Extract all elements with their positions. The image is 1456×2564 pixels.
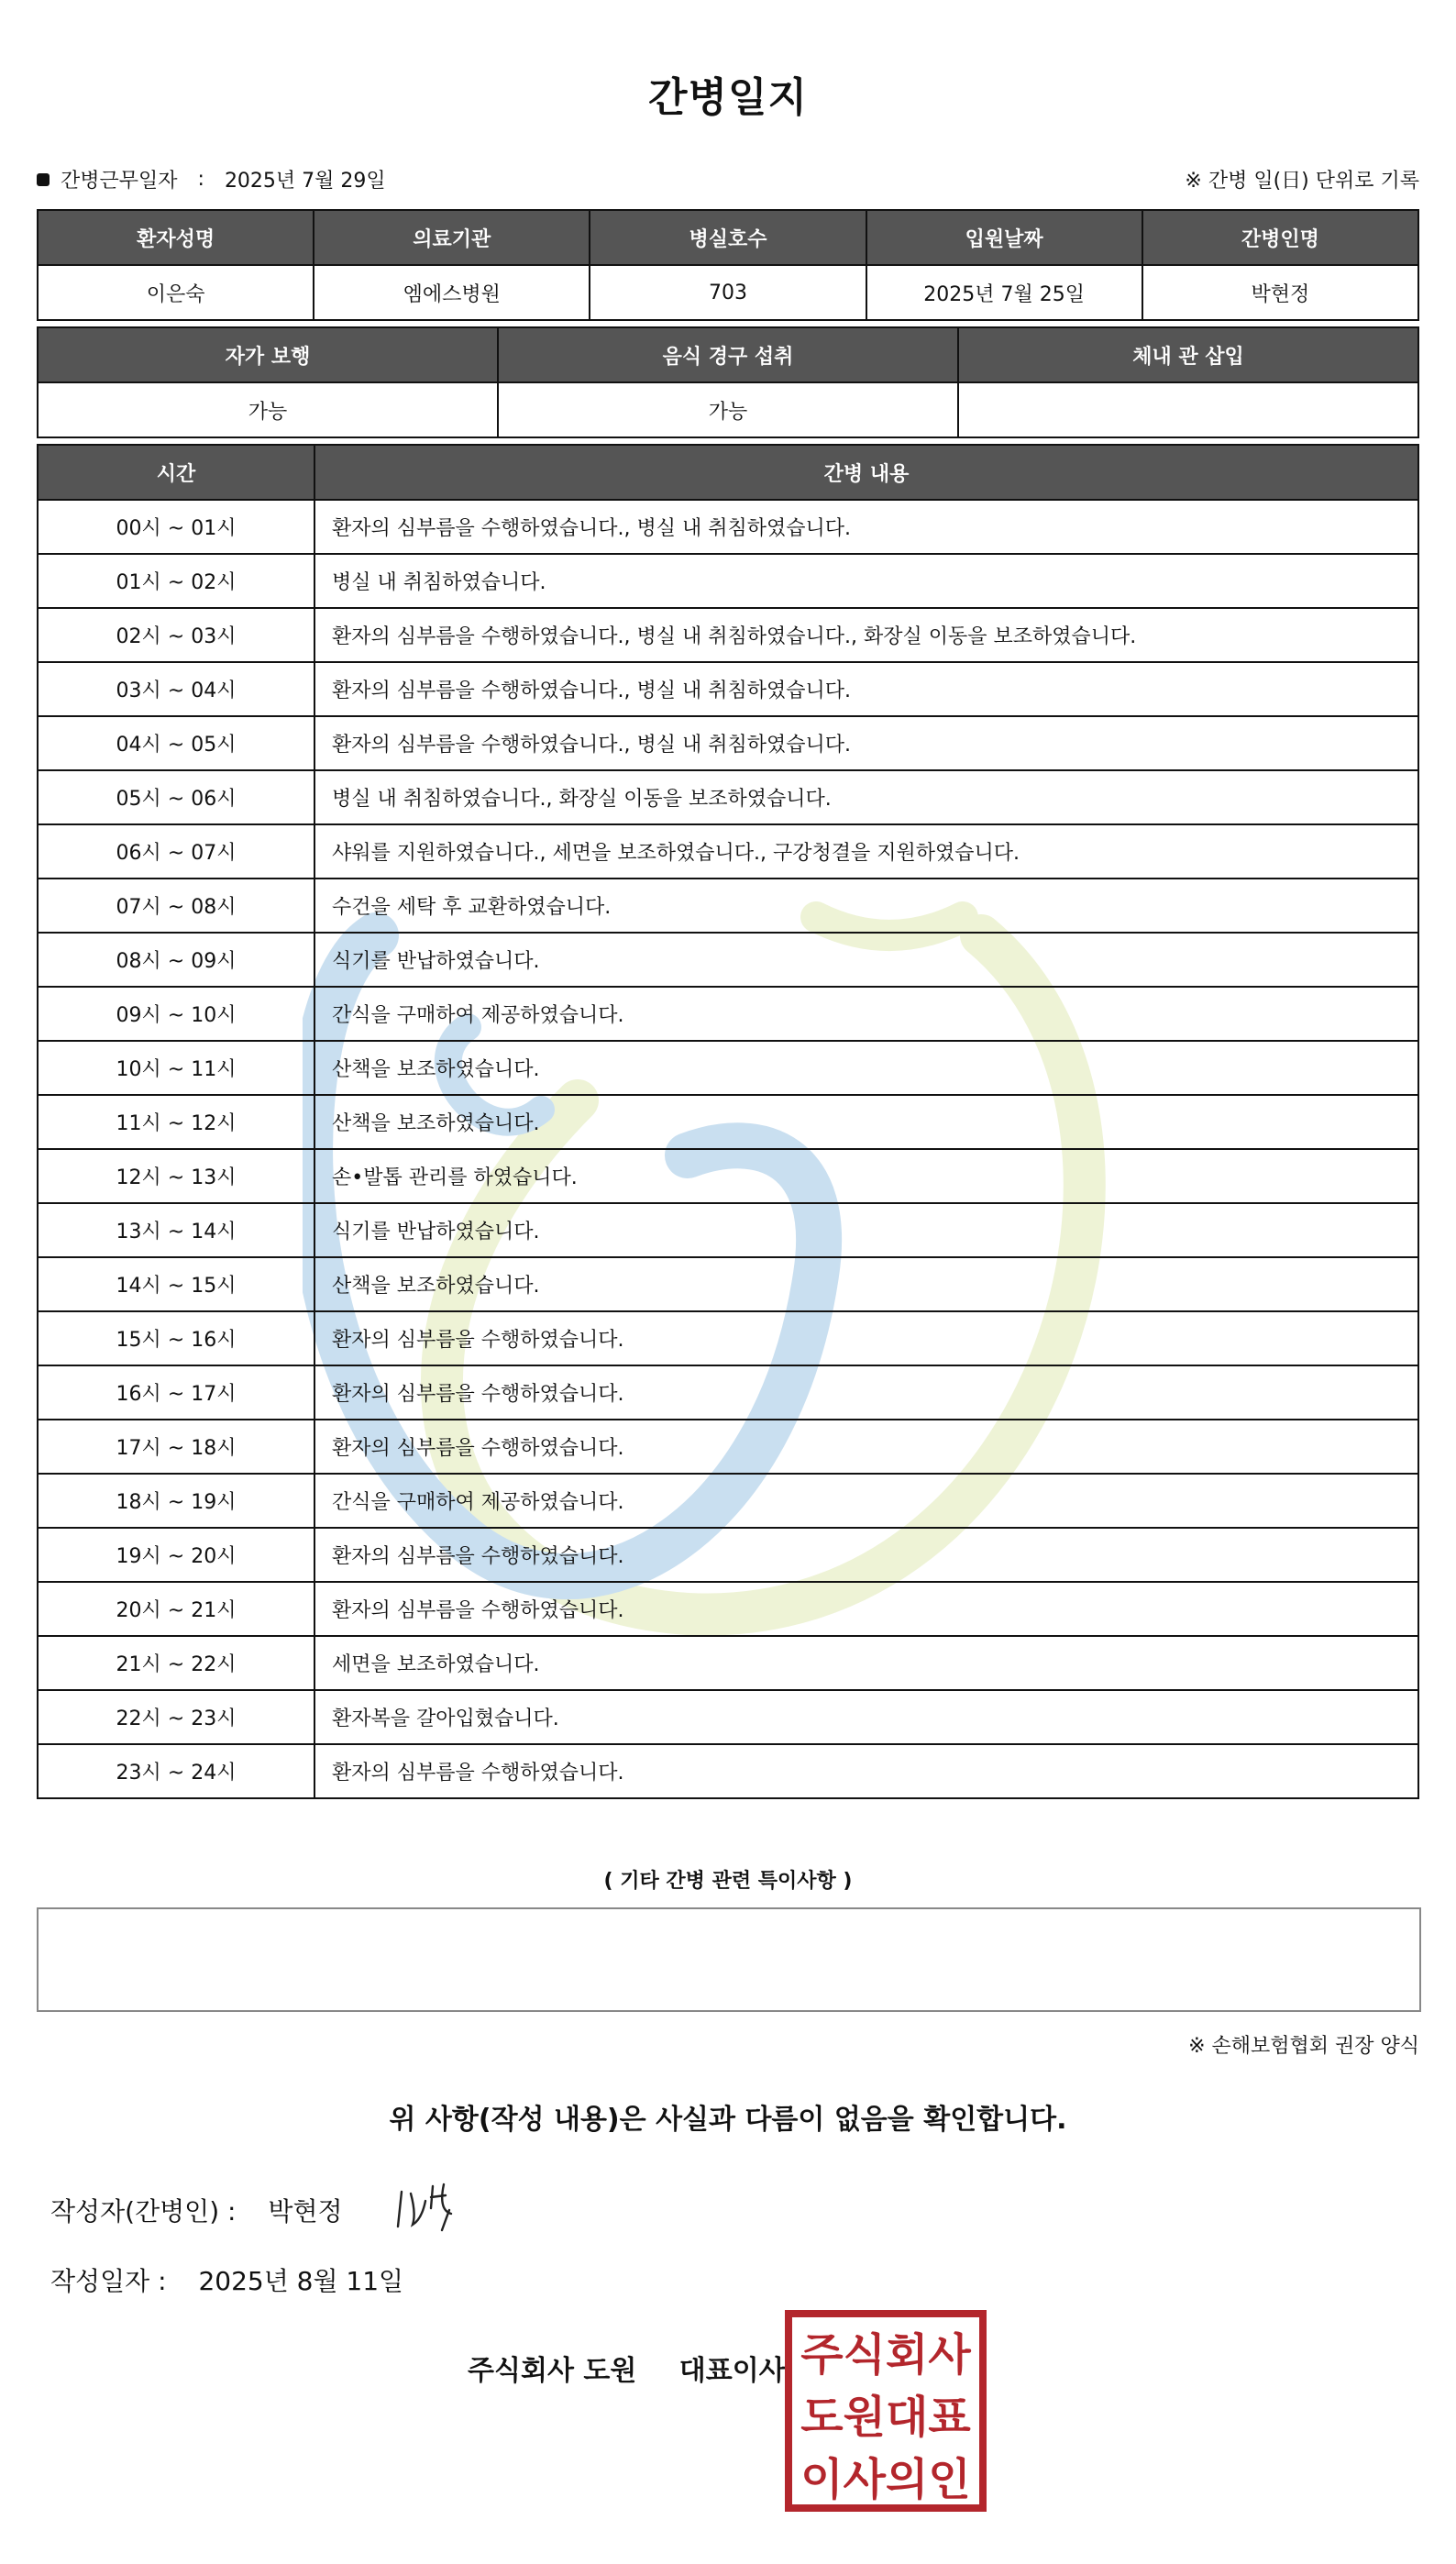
seal-line-3: 이사의인 — [800, 2454, 971, 2505]
log-content: 환자의 심부름을 수행하였습니다., 병실 내 취침하였습니다., 화장실 이동을 보조하였습니다. — [314, 608, 1418, 662]
signature — [394, 2173, 486, 2238]
log-time: 04시 ~ 05시 — [38, 716, 314, 770]
table-row — [38, 1041, 1418, 1095]
log-time: 09시 ~ 10시 — [38, 987, 314, 1041]
patient-info-table — [37, 209, 1419, 321]
log-content: 환자의 심부름을 수행하였습니다. — [314, 1311, 1418, 1365]
bullet-square-icon — [37, 173, 50, 186]
cond-oral-intake: 가능 — [498, 382, 958, 437]
info-room: 703 — [590, 265, 866, 320]
info-header-admission: 입원날짜 — [866, 210, 1142, 265]
log-time: 17시 ~ 18시 — [38, 1420, 314, 1474]
work-date — [37, 165, 386, 193]
table-row — [38, 716, 1418, 770]
log-time: 13시 ~ 14시 — [38, 1203, 314, 1257]
info-header-patient: 환자성명 — [38, 210, 314, 265]
work-date-row — [37, 165, 1419, 198]
log-time: 07시 ~ 08시 — [38, 879, 314, 933]
table-row — [38, 662, 1418, 716]
table-row — [38, 1365, 1418, 1420]
table-row — [38, 987, 1418, 1041]
log-content: 환자의 심부름을 수행하였습니다., 병실 내 취침하였습니다. — [314, 500, 1418, 554]
log-time: 01시 ~ 02시 — [38, 554, 314, 608]
log-time: 02시 ~ 03시 — [38, 608, 314, 662]
log-content: 환자의 심부름을 수행하였습니다., 병실 내 취침하였습니다. — [314, 662, 1418, 716]
log-content: 산책을 보조하였습니다. — [314, 1095, 1418, 1149]
log-content: 환자의 심부름을 수행하였습니다. — [314, 1528, 1418, 1582]
info-header-caregiver: 간병인명 — [1142, 210, 1418, 265]
log-content: 산책을 보조하였습니다. — [314, 1041, 1418, 1095]
table-row — [38, 770, 1418, 824]
seal-line-2: 도원대표 — [800, 2392, 971, 2443]
log-content: 환자의 심부름을 수행하였습니다. — [314, 1365, 1418, 1420]
work-date-label: 간병근무일자 — [61, 170, 178, 193]
form-footnote: ※ 손해보험협회 권장 양식 — [1188, 2035, 1419, 2058]
table-row — [38, 1420, 1418, 1474]
cond-header-tube: 체내 관 삽입 — [958, 327, 1418, 382]
log-time: 11시 ~ 12시 — [38, 1095, 314, 1149]
log-header-content: 간병 내용 — [314, 445, 1418, 500]
patient-condition-table — [37, 326, 1419, 438]
written-date-label: 작성일자 : — [50, 2266, 167, 2296]
company-line — [468, 2348, 786, 2388]
log-content: 병실 내 취침하였습니다., 화장실 이동을 보조하였습니다. — [314, 770, 1418, 824]
log-time: 16시 ~ 17시 — [38, 1365, 314, 1420]
info-patient-name: 이은숙 — [38, 265, 314, 320]
confirmation-statement: 위 사항(작성 내용)은 사실과 다름이 없음을 확인합니다. — [389, 2104, 1067, 2136]
cond-tube — [958, 382, 1418, 437]
cond-header-walking: 자가 보행 — [38, 327, 498, 382]
table-row — [38, 1149, 1418, 1203]
info-header-hospital: 의료기관 — [314, 210, 590, 265]
log-content: 환자의 심부름을 수행하였습니다. — [314, 1744, 1418, 1798]
remarks-box — [37, 1907, 1421, 2012]
table-row — [38, 608, 1418, 662]
log-time: 12시 ~ 13시 — [38, 1149, 314, 1203]
log-content: 환자복을 갈아입혔습니다. — [314, 1690, 1418, 1744]
remarks-title: ( 기타 간병 관련 특이사항 ) — [603, 1870, 853, 1893]
writer-line — [50, 2192, 343, 2228]
log-content: 손•발톱 관리를 하였습니다. — [314, 1149, 1418, 1203]
log-time: 03시 ~ 04시 — [38, 662, 314, 716]
table-row — [38, 824, 1418, 879]
log-content: 병실 내 취침하였습니다. — [314, 554, 1418, 608]
table-row — [38, 1203, 1418, 1257]
company-name: 주식회사 도원 — [468, 2355, 637, 2387]
cond-walking: 가능 — [38, 382, 498, 437]
table-row — [38, 1690, 1418, 1744]
log-time: 22시 ~ 23시 — [38, 1690, 314, 1744]
writer-label: 작성자(간병인) : — [50, 2196, 237, 2227]
log-content: 간식을 구매하여 제공하였습니다. — [314, 1474, 1418, 1528]
log-content: 환자의 심부름을 수행하였습니다. — [314, 1582, 1418, 1636]
log-content: 환자의 심부름을 수행하였습니다., 병실 내 취침하였습니다. — [314, 716, 1418, 770]
record-note: ※ 간병 일(日) 단위로 기록 — [1185, 170, 1419, 193]
table-row — [38, 554, 1418, 608]
cond-header-oral-intake: 음식 경구 섭취 — [498, 327, 958, 382]
written-date-value: 2025년 8월 11일 — [198, 2266, 404, 2296]
log-time: 08시 ~ 09시 — [38, 933, 314, 987]
work-date-separator: : — [197, 168, 204, 191]
table-row — [38, 1744, 1418, 1798]
log-content: 샤워를 지원하였습니다., 세면을 보조하였습니다., 구강청결을 지원하였습니다. — [314, 824, 1418, 879]
log-time: 05시 ~ 06시 — [38, 770, 314, 824]
seal-line-1: 주식회사 — [800, 2329, 971, 2381]
ceo-title: 대표이사 — [678, 2355, 786, 2387]
work-date-value: 2025년 7월 29일 — [224, 170, 386, 193]
log-content: 식기를 반납하였습니다. — [314, 1203, 1418, 1257]
log-header-time: 시간 — [38, 445, 314, 500]
log-content: 산책을 보조하였습니다. — [314, 1257, 1418, 1311]
log-time: 23시 ~ 24시 — [38, 1744, 314, 1798]
info-caregiver-name: 박현정 — [1142, 265, 1418, 320]
info-header-room: 병실호수 — [590, 210, 866, 265]
written-date-line — [50, 2261, 403, 2298]
log-content: 식기를 반납하였습니다. — [314, 933, 1418, 987]
writer-name: 박현정 — [268, 2196, 343, 2227]
table-row — [38, 1528, 1418, 1582]
care-log-table — [37, 444, 1419, 1799]
table-row — [38, 1095, 1418, 1149]
log-time: 14시 ~ 15시 — [38, 1257, 314, 1311]
table-row — [38, 933, 1418, 987]
log-content: 간식을 구매하여 제공하였습니다. — [314, 987, 1418, 1041]
log-time: 15시 ~ 16시 — [38, 1311, 314, 1365]
log-time: 19시 ~ 20시 — [38, 1528, 314, 1582]
table-row — [38, 1582, 1418, 1636]
log-content: 수건을 세탁 후 교환하였습니다. — [314, 879, 1418, 933]
table-row — [38, 500, 1418, 554]
log-time: 18시 ~ 19시 — [38, 1474, 314, 1528]
document-title: 간병일지 — [647, 74, 808, 121]
log-time: 00시 ~ 01시 — [38, 500, 314, 554]
table-row — [38, 1257, 1418, 1311]
table-row — [38, 879, 1418, 933]
table-row — [38, 1311, 1418, 1365]
log-time: 20시 ~ 21시 — [38, 1582, 314, 1636]
info-hospital: 엠에스병원 — [314, 265, 590, 320]
log-content: 세면을 보조하였습니다. — [314, 1636, 1418, 1690]
log-content: 환자의 심부름을 수행하였습니다. — [314, 1420, 1418, 1474]
company-seal — [784, 2309, 987, 2513]
table-row — [38, 1636, 1418, 1690]
log-time: 10시 ~ 11시 — [38, 1041, 314, 1095]
log-time: 21시 ~ 22시 — [38, 1636, 314, 1690]
info-admission-date: 2025년 7월 25일 — [866, 265, 1142, 320]
table-row — [38, 1474, 1418, 1528]
log-time: 06시 ~ 07시 — [38, 824, 314, 879]
